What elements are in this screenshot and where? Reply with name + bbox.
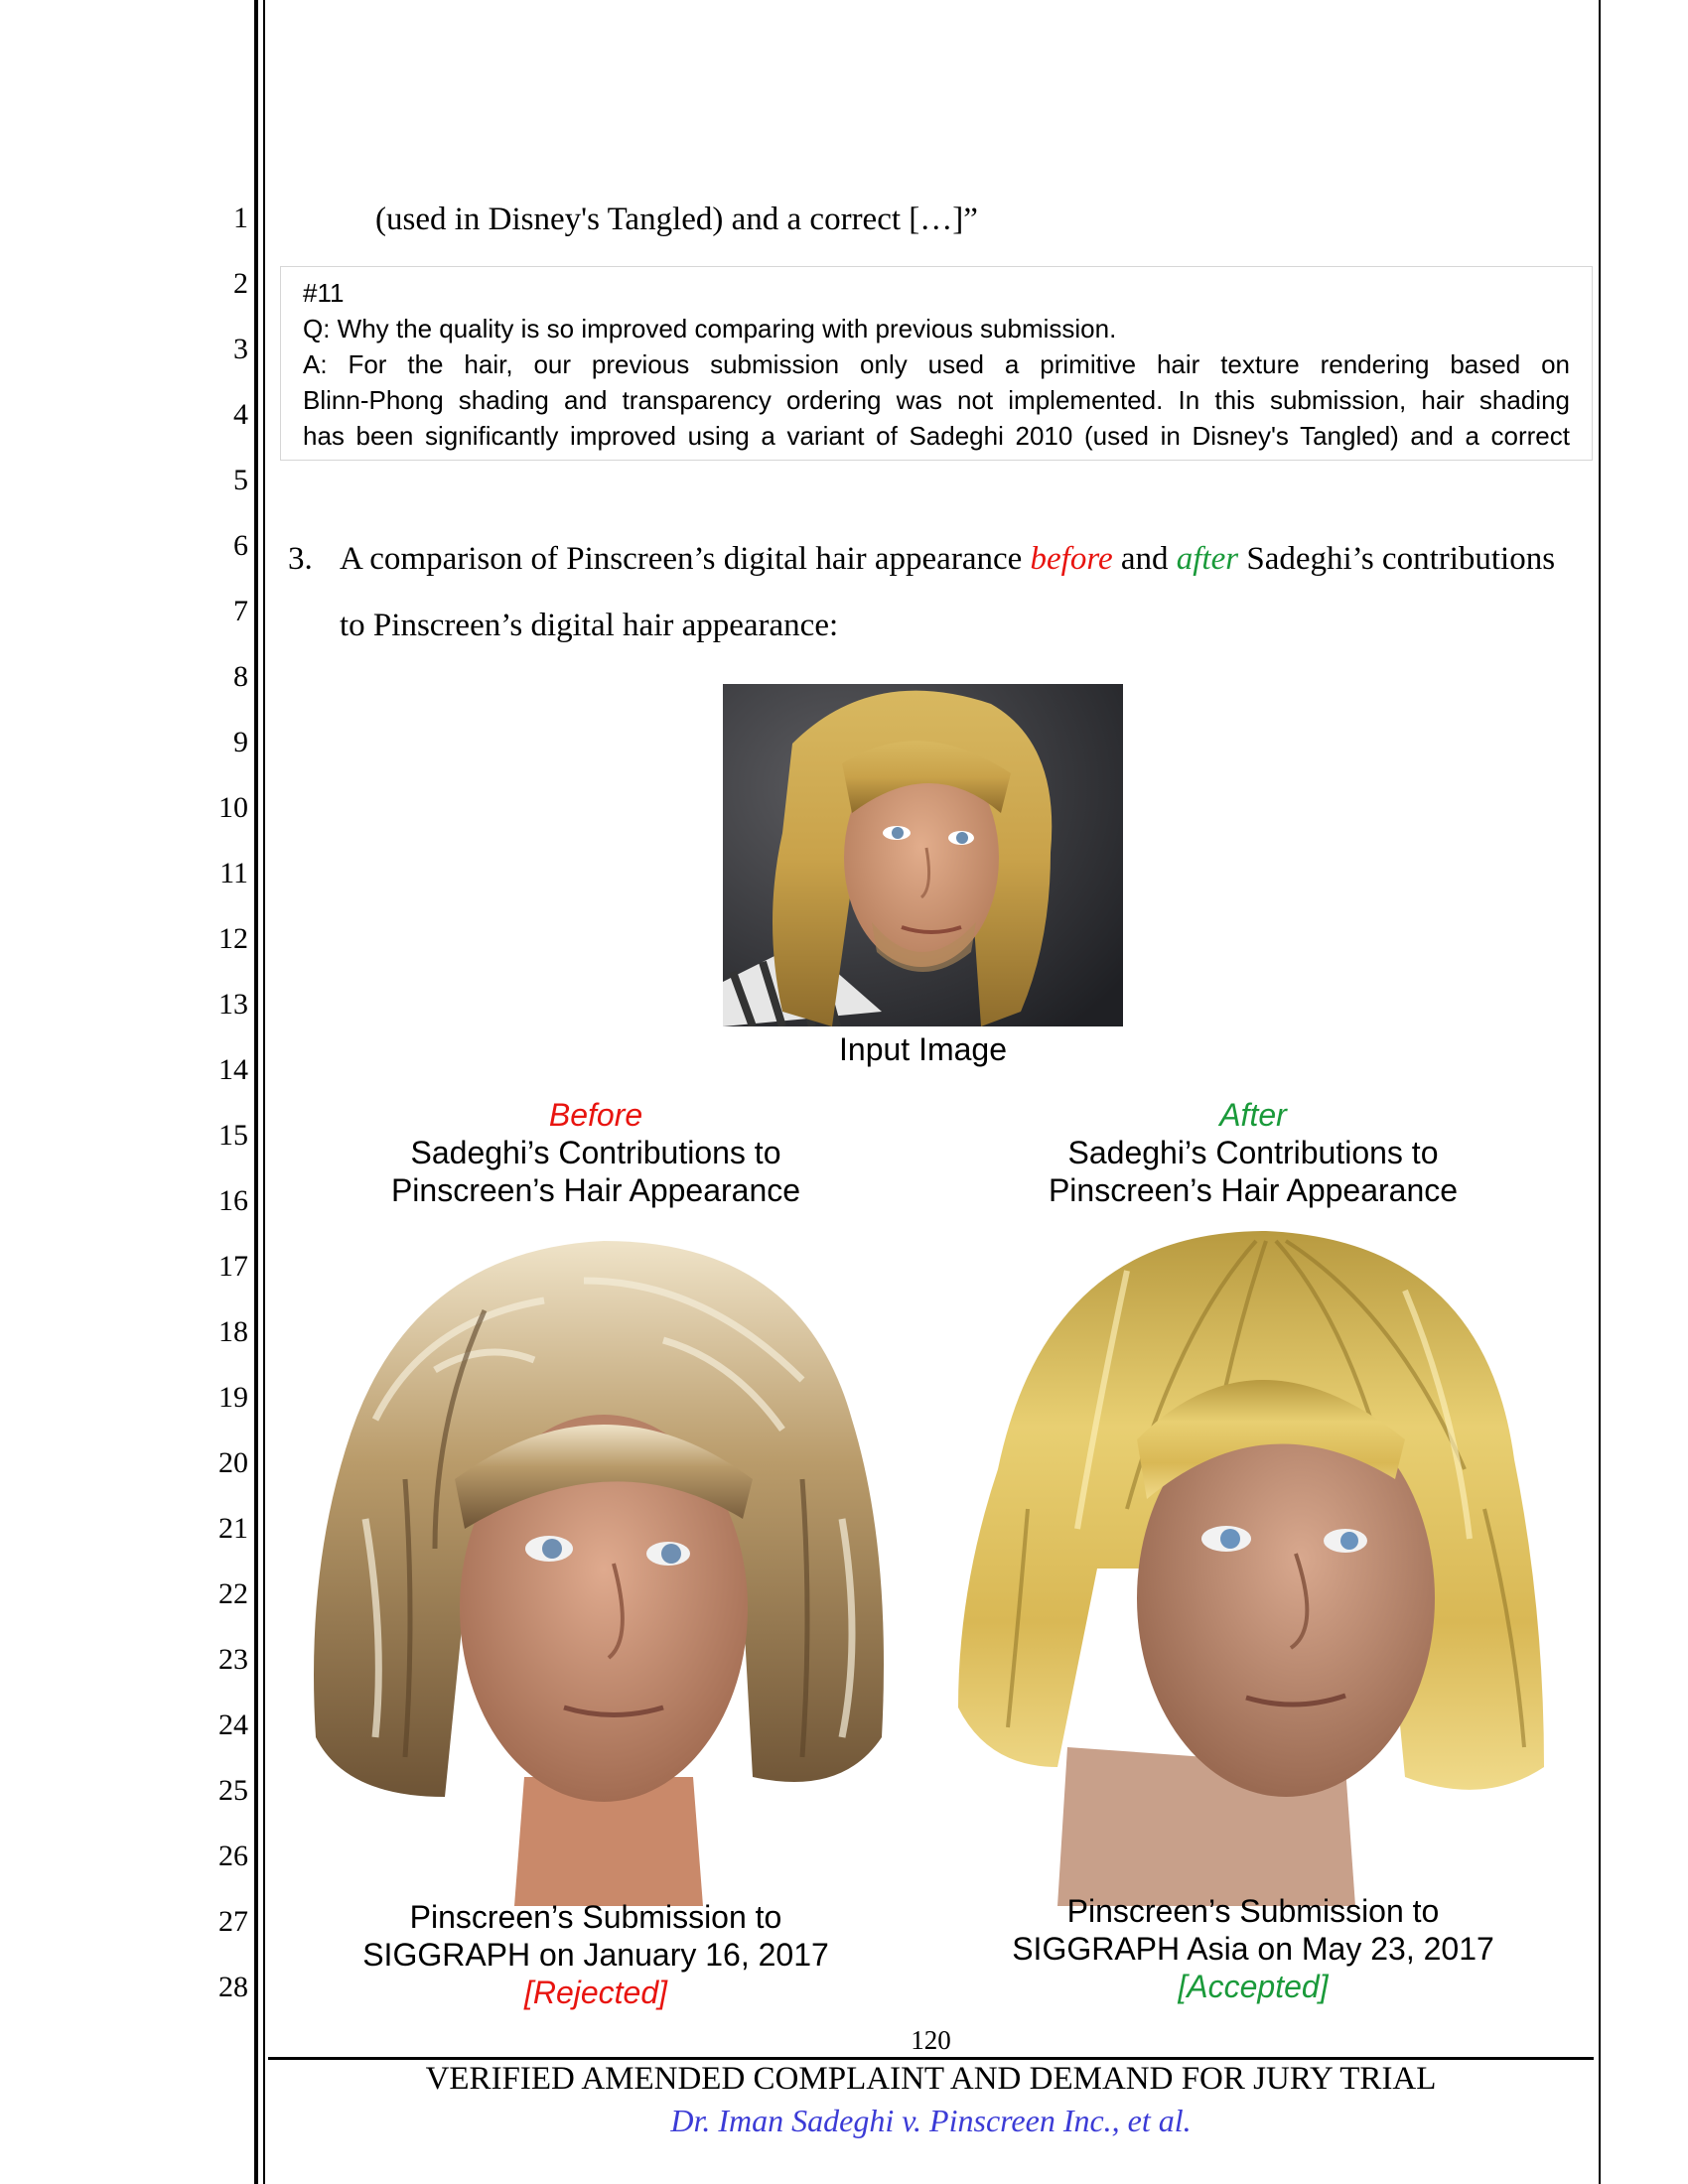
line-number: 15 <box>218 1119 248 1152</box>
line-number: 19 <box>218 1381 248 1414</box>
paragraph-number: 3. <box>288 541 313 577</box>
paragraph-text: A comparison of Pinscreen’s digital hair appearance <box>340 541 1031 577</box>
line-number: 17 <box>218 1250 248 1283</box>
before-title-1: Sadeghi’s Contributions to <box>410 1135 781 1170</box>
quoted-review-box <box>280 266 1593 461</box>
quote-line: #11 <box>303 278 345 308</box>
paragraph-text: and <box>1112 541 1177 577</box>
line-number: 24 <box>218 1708 248 1741</box>
input-photo-image <box>723 684 1123 1026</box>
page-number: 120 <box>911 2025 951 2055</box>
quote-line: A: For the hair, our previous submission only used a primitive hair texture rendering based on <box>303 349 1570 379</box>
footer-case-name: Dr. Iman Sadeghi v. Pinscreen Inc., et al. <box>670 2103 1192 2138</box>
after-title-2: Pinscreen’s Hair Appearance <box>1048 1172 1459 1208</box>
before-word: before <box>1030 541 1113 577</box>
quote-line: Blinn-Phong shading and transparency ordering was not implemented. In this submission, hair shading <box>303 385 1570 415</box>
rejected-status: [Rejected] <box>523 1975 668 2010</box>
quote-line: Q: Why the quality is so improved comparing with previous submission. <box>303 314 1117 343</box>
accepted-status: [Accepted] <box>1178 1969 1329 2004</box>
continuation-line: (used in Disney's Tangled) and a correct […]” <box>375 202 978 237</box>
line-number: 8 <box>233 660 248 693</box>
footer-rule <box>268 2057 1594 2060</box>
after-label: After <box>1219 1097 1287 1133</box>
line-number: 28 <box>218 1971 248 2003</box>
before-submission-line-1: Pinscreen’s Submission to <box>409 1899 782 1935</box>
line-number: 3 <box>233 333 248 365</box>
after-render-graphic <box>928 1211 1564 1906</box>
line-number: 6 <box>233 529 248 562</box>
paragraph-line-2: to Pinscreen’s digital hair appearance: <box>340 608 839 643</box>
line-number: 1 <box>233 202 248 234</box>
left-margin-rule-inner <box>263 0 265 2184</box>
right-margin-rule <box>1599 0 1601 2184</box>
line-number: 27 <box>218 1905 248 1938</box>
line-number: 12 <box>218 922 248 955</box>
before-label: Before <box>548 1097 643 1133</box>
after-word: after <box>1176 541 1239 577</box>
line-number: 13 <box>218 988 248 1021</box>
line-number: 4 <box>233 398 248 431</box>
line-number: 20 <box>218 1446 248 1479</box>
line-number: 26 <box>218 1840 248 1872</box>
line-number: 10 <box>218 791 248 824</box>
before-submission-line-2: SIGGRAPH on January 16, 2017 <box>362 1937 829 1973</box>
paragraph-text: Sadeghi’s contributions <box>1238 541 1556 577</box>
line-number: 22 <box>218 1577 248 1610</box>
line-number: 25 <box>218 1774 248 1807</box>
line-number: 2 <box>233 267 248 300</box>
input-image-caption: Input Image <box>839 1031 1007 1067</box>
quote-line: has been significantly improved using a variant of Sadeghi 2010 (used in Disney's Tangled) and a correct <box>303 421 1570 451</box>
line-number: 9 <box>233 726 248 758</box>
after-render-image <box>928 1211 1564 1906</box>
line-number: 23 <box>218 1643 248 1676</box>
line-number: 14 <box>218 1053 248 1086</box>
line-number: 5 <box>233 464 248 496</box>
after-title-1: Sadeghi’s Contributions to <box>1067 1135 1439 1170</box>
line-number: 11 <box>219 857 248 889</box>
line-number: 7 <box>233 595 248 627</box>
after-submission-line-1: Pinscreen’s Submission to <box>1066 1893 1440 1929</box>
paragraph-line-1 <box>340 539 1596 579</box>
input-photo <box>723 684 1123 1026</box>
left-margin-rule-outer <box>254 0 258 2184</box>
footer-title: VERIFIED AMENDED COMPLAINT AND DEMAND FOR JURY TRIAL <box>425 2061 1437 2097</box>
line-number: 18 <box>218 1315 248 1348</box>
line-number: 21 <box>218 1512 248 1545</box>
before-render-image <box>286 1221 902 1906</box>
after-submission-line-2: SIGGRAPH Asia on May 23, 2017 <box>1012 1931 1494 1967</box>
before-title-2: Pinscreen’s Hair Appearance <box>390 1172 801 1208</box>
line-number: 16 <box>218 1184 248 1217</box>
before-render-graphic <box>286 1221 902 1906</box>
